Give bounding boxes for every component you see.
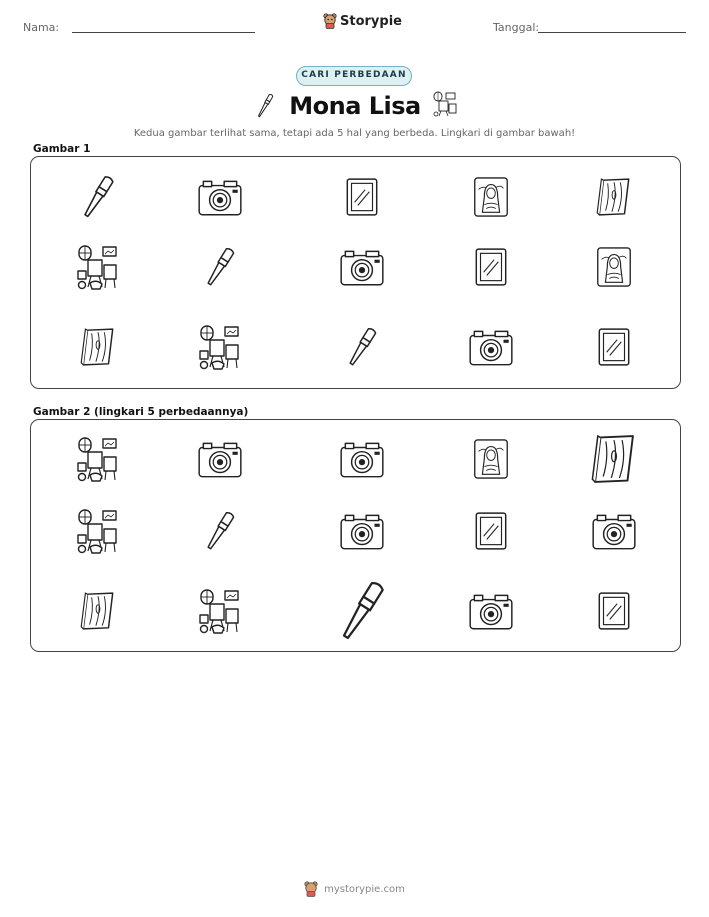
p2-wood-plank-icon[interactable] bbox=[587, 432, 641, 486]
date-label: Tanggal: bbox=[493, 21, 540, 34]
p2-paintbrush-icon[interactable] bbox=[199, 510, 241, 552]
brand-name: Storypie bbox=[340, 13, 402, 29]
p2-paintbrush-icon[interactable] bbox=[330, 579, 394, 643]
p1-camera-icon bbox=[466, 322, 516, 372]
p1-paintbrush-icon bbox=[341, 326, 383, 368]
name-label: Nama: bbox=[23, 21, 60, 34]
p2-camera-icon[interactable] bbox=[337, 434, 387, 484]
p1-art-studio-icon bbox=[74, 243, 122, 291]
footer-site[interactable]: mystorypie.com bbox=[324, 883, 405, 895]
p1-paintbrush-icon bbox=[199, 246, 241, 288]
p2-camera-icon[interactable] bbox=[466, 586, 516, 636]
brand-logo bbox=[323, 13, 402, 29]
bear-mascot-icon bbox=[304, 881, 318, 897]
p1-canvas-frame-icon bbox=[593, 326, 635, 368]
date-line[interactable] bbox=[538, 32, 686, 33]
footer bbox=[0, 881, 709, 897]
p2-art-studio-icon[interactable] bbox=[196, 587, 244, 635]
p2-canvas-frame-icon[interactable] bbox=[470, 510, 512, 552]
p2-camera-icon[interactable] bbox=[589, 506, 639, 556]
p1-canvas-frame-icon bbox=[341, 176, 383, 218]
title-art-studio-icon bbox=[432, 90, 458, 118]
p2-art-studio-icon[interactable] bbox=[74, 507, 122, 555]
p2-camera-icon[interactable] bbox=[195, 434, 245, 484]
p1-mona-lisa-icon bbox=[470, 176, 512, 218]
p2-art-studio-icon[interactable] bbox=[74, 435, 122, 483]
instructions: Kedua gambar terlihat sama, tetapi ada 5 hal yang berbeda. Lingkari di gambar bawah! bbox=[133, 128, 576, 139]
p2-canvas-frame-icon[interactable] bbox=[593, 590, 635, 632]
p1-wood-plank-icon bbox=[77, 326, 119, 368]
bear-mascot-icon bbox=[323, 13, 337, 29]
picture2-label: Gambar 2 (lingkari 5 perbedaannya) bbox=[33, 406, 249, 418]
picture1-label: Gambar 1 bbox=[33, 143, 91, 155]
p1-camera-icon bbox=[195, 172, 245, 222]
p2-camera-icon[interactable] bbox=[337, 506, 387, 556]
name-line[interactable] bbox=[72, 32, 255, 33]
page-title: Mona Lisa bbox=[289, 92, 421, 120]
p1-art-studio-icon bbox=[196, 323, 244, 371]
p2-wood-plank-icon[interactable] bbox=[77, 590, 119, 632]
p1-wood-plank-icon bbox=[593, 176, 635, 218]
p2-mona-lisa-icon[interactable] bbox=[470, 438, 512, 480]
p1-mona-lisa-icon bbox=[593, 246, 635, 288]
p1-canvas-frame-icon bbox=[470, 246, 512, 288]
p1-paintbrush-icon bbox=[75, 174, 121, 220]
p1-camera-icon bbox=[337, 242, 387, 292]
activity-badge: CARI PERBEDAAN bbox=[296, 66, 412, 86]
